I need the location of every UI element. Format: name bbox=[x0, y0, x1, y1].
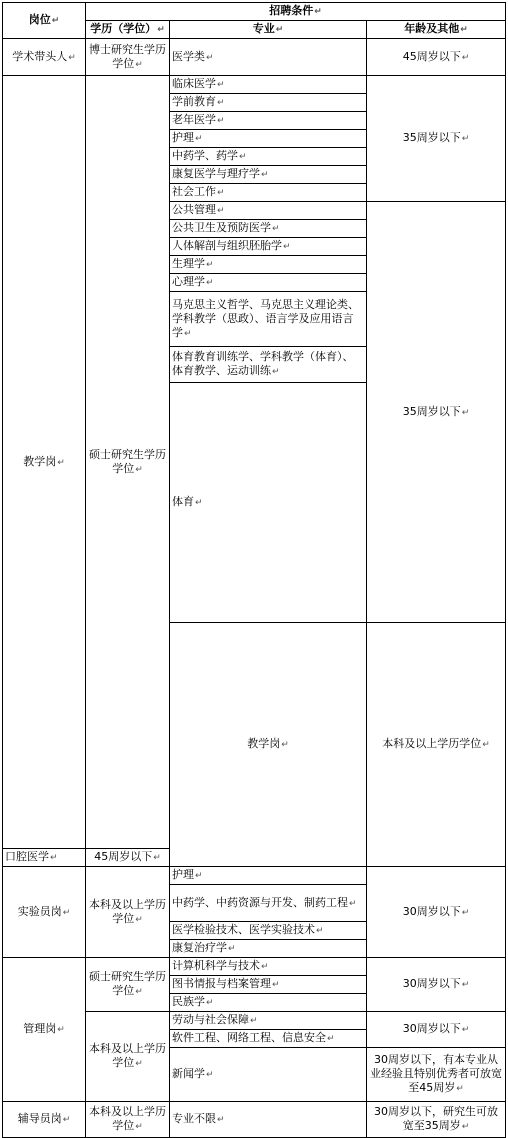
major-library: 图书情报与档案管理↵ bbox=[170, 976, 367, 994]
edu-bachelor-counselor: 本科及以上学历学位↵ bbox=[86, 1102, 170, 1138]
major-stomatology: 口腔医学↵ bbox=[3, 849, 86, 867]
position-academic-leader: 学术带头人↵ bbox=[3, 39, 86, 76]
major-ethnology: 民族学↵ bbox=[170, 994, 367, 1012]
position-management: 管理岗↵ bbox=[3, 958, 86, 1102]
major-tcm: 中药学、药学↵ bbox=[170, 148, 367, 166]
position-counselor: 辅导员岗↵ bbox=[3, 1102, 86, 1138]
header-education: 学历（学位）↵ bbox=[86, 21, 170, 39]
major-medicine: 医学类↵ bbox=[170, 39, 367, 76]
major-pe: 体育↵ bbox=[170, 383, 367, 623]
major-preschool: 学前教育↵ bbox=[170, 94, 367, 112]
edu-master-management: 硕士研究生学历学位↵ bbox=[86, 958, 170, 1012]
age-management-master: 30周岁以下↵ bbox=[367, 958, 506, 1012]
major-pe-training: 体育教育训练学、学科教学（体育）、体育教学、运动训练↵ bbox=[170, 347, 367, 383]
recruitment-conditions-table bbox=[2, 2, 506, 1138]
position-teaching-master: 教学岗↵ bbox=[3, 76, 86, 849]
age-stomatology: 45周岁以下↵ bbox=[86, 849, 170, 867]
major-nursing: 护理↵ bbox=[170, 130, 367, 148]
position-lab: 实验员岗↵ bbox=[3, 867, 86, 958]
edu-master-teaching: 硕士研究生学历学位↵ bbox=[86, 76, 170, 849]
major-clinical: 临床医学↵ bbox=[170, 76, 367, 94]
major-marxism: 马克思主义哲学、马克思主义理论类、学科教学（思政）、语言学及应用语言学↵ bbox=[170, 292, 367, 347]
age-management-bachelor: 30周岁以下↵ bbox=[367, 1012, 506, 1048]
major-psychology: 心理学↵ bbox=[170, 274, 367, 292]
header-major: 专业↵ bbox=[170, 21, 367, 39]
major-lab-tech: 医学检验技术、医学实验技术↵ bbox=[170, 922, 367, 940]
major-geriatric: 老年医学↵ bbox=[170, 112, 367, 130]
age-counselor: 30周岁以下，研究生可放宽至35周岁↵ bbox=[367, 1102, 506, 1138]
major-public-health: 公共卫生及预防医学↵ bbox=[170, 220, 367, 238]
major-rehab-therapy: 康复治疗学↵ bbox=[170, 940, 367, 958]
age-teaching-group-a: 35周岁以下↵ bbox=[367, 76, 506, 202]
major-tcm-resources: 中药学、中药资源与开发、制药工程↵ bbox=[170, 885, 367, 922]
position-teaching-bachelor: 教学岗↵ bbox=[170, 623, 367, 867]
age-journalism: 30周岁以下，有本专业从业经验且特别优秀者可放宽至45周岁↵ bbox=[367, 1048, 506, 1102]
age-teaching-group-b: 35周岁以下↵ bbox=[367, 202, 506, 623]
edu-phd: 博士研究生学历学位↵ bbox=[86, 39, 170, 76]
header-position: 岗位↵ bbox=[3, 3, 86, 39]
age-lab: 30周岁以下↵ bbox=[367, 867, 506, 958]
header-age: 年龄及其他↵ bbox=[367, 21, 506, 39]
major-public-admin: 公共管理↵ bbox=[170, 202, 367, 220]
edu-bachelor-management: 本科及以上学历学位↵ bbox=[86, 1012, 170, 1102]
age-academic-leader: 45周岁以下↵ bbox=[367, 39, 506, 76]
major-cs: 计算机科学与技术↵ bbox=[170, 958, 367, 976]
major-anatomy: 人体解剖与组织胚胎学↵ bbox=[170, 238, 367, 256]
edu-bachelor-teaching: 本科及以上学历学位↵ bbox=[367, 623, 506, 867]
major-unlimited: 专业不限↵ bbox=[170, 1102, 367, 1138]
major-social-work: 社会工作↵ bbox=[170, 184, 367, 202]
major-physiology: 生理学↵ bbox=[170, 256, 367, 274]
header-conditions: 招聘条件↵ bbox=[86, 3, 506, 21]
major-journalism: 新闻学↵ bbox=[170, 1048, 367, 1102]
major-nursing-lab: 护理↵ bbox=[170, 867, 367, 885]
major-labor: 劳动与社会保障↵ bbox=[170, 1012, 367, 1030]
major-software: 软件工程、网络工程、信息安全↵ bbox=[170, 1030, 367, 1048]
major-rehab-pt: 康复医学与理疗学↵ bbox=[170, 166, 367, 184]
edu-bachelor-lab: 本科及以上学历学位↵ bbox=[86, 867, 170, 958]
